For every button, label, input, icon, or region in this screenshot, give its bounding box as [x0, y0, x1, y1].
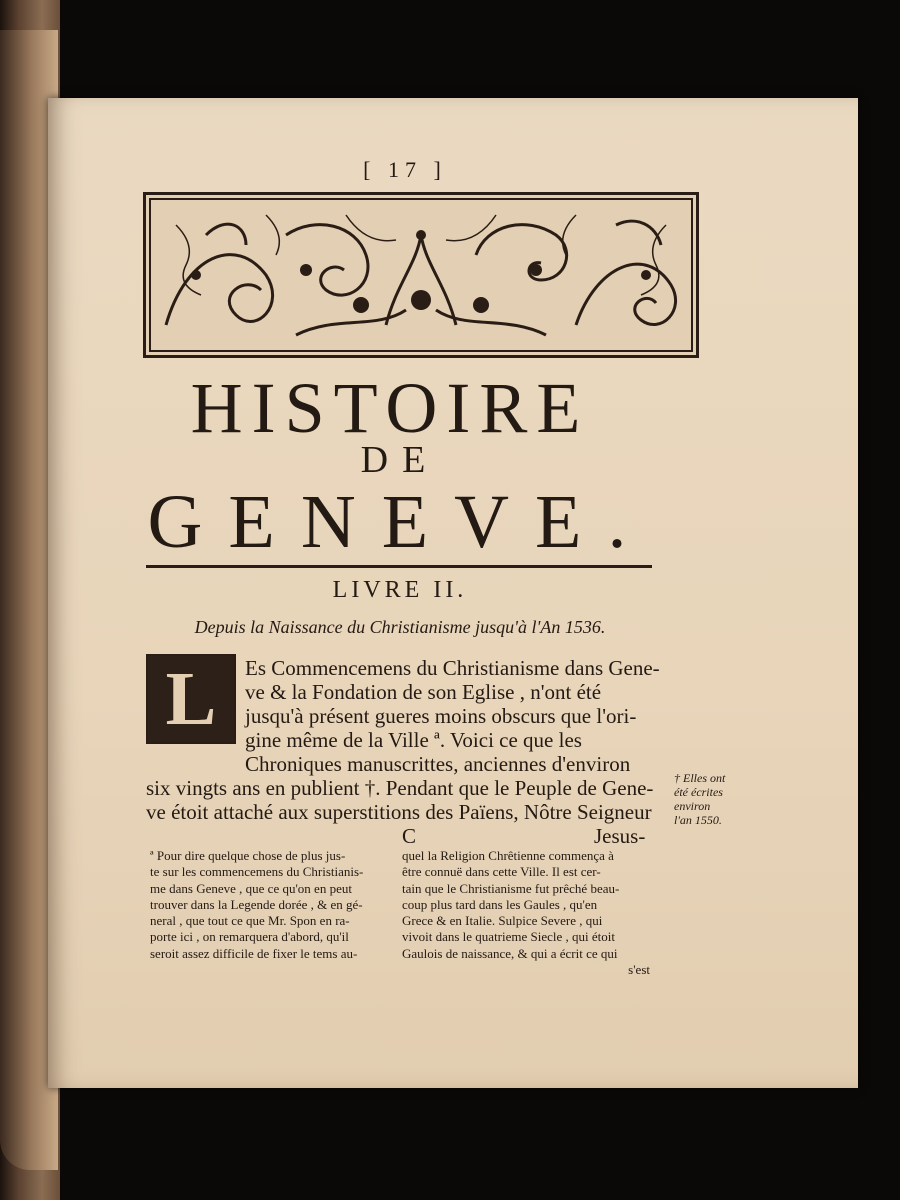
body-line: ve étoit attaché aux superstitions des Païens, Nôtre Seigneur: [146, 800, 652, 824]
page-number: [ 17 ]: [363, 157, 447, 182]
body-line: ve & la Fondation de son Eglise , n'ont été: [245, 680, 602, 704]
marginal-line: été écrites: [674, 785, 723, 799]
signature-mark: C: [402, 824, 417, 848]
marginal-line: † Elles ont: [674, 771, 726, 785]
title-geneve: GENEVE.: [147, 480, 653, 564]
footnote-right-column: [402, 848, 650, 978]
catchword: Jesus-: [594, 824, 646, 848]
body-line: Chroniques manuscrittes, anciennes d'environ: [245, 752, 631, 776]
title-histoire: HISTOIRE: [190, 368, 590, 448]
body-line: gine même de la Ville ª. Voici ce que les: [245, 728, 582, 752]
footnote-line: tain que le Christianisme fut prêché beau-: [402, 880, 620, 896]
chapter-subtitle: Depuis la Naissance du Christianisme jusqu'à l'An 1536.: [194, 617, 606, 637]
title-de: DE: [360, 439, 440, 481]
marginal-line: environ: [674, 799, 711, 813]
footnote-left-column: [150, 848, 390, 962]
footnote-line: te sur les commencemens du Christianis-: [150, 864, 364, 880]
title-rule: [146, 565, 652, 568]
footnote-line: ª Pour dire quelque chose de plus jus-: [150, 848, 346, 863]
floral-ornament-icon: [146, 195, 696, 355]
footnote-line: être connuë dans cette Ville. Il est cer-: [402, 864, 601, 880]
footnote-line: coup plus tard dans les Gaules , qu'en: [402, 896, 598, 912]
body-line: jusqu'à présent gueres moins obscurs que l'ori-: [245, 704, 637, 728]
footnote-line: Grece & en Italie. Sulpice Severe , qui: [402, 913, 603, 929]
footnote-line: quel la Religion Chrêtienne commença à: [402, 848, 614, 863]
book-heading: LIVRE II.: [332, 577, 468, 603]
body-line: Es Commencemens du Christianisme dans Gene-: [245, 656, 660, 680]
footnote-line: vivoit dans le quatrieme Siecle , qui étoit: [402, 929, 616, 945]
footnote-line: Gaulois de naissance, & qui a écrit ce qui: [402, 945, 618, 961]
footnote-line: me dans Geneve , que ce qu'on en peut: [150, 880, 352, 896]
footnote-line: trouver dans la Legende dorée , & en gé-: [150, 896, 363, 912]
footnote-line: porte ici , on remarquera d'abord, qu'il: [150, 929, 349, 945]
footnote-line: s'est: [628, 962, 650, 978]
marginal-line: l'an 1550.: [674, 813, 722, 827]
drop-cap: L: [146, 654, 236, 744]
footnote-line: seroit assez difficile de fixer le tems au-: [150, 945, 358, 961]
marginal-note: [674, 771, 754, 827]
decorative-headpiece: [143, 192, 699, 358]
body-line: six vingts ans en publient †. Pendant que le Peuple de Gene-: [146, 776, 654, 800]
footnote-line: neral , que tout ce que Mr. Spon en ra-: [150, 913, 350, 929]
